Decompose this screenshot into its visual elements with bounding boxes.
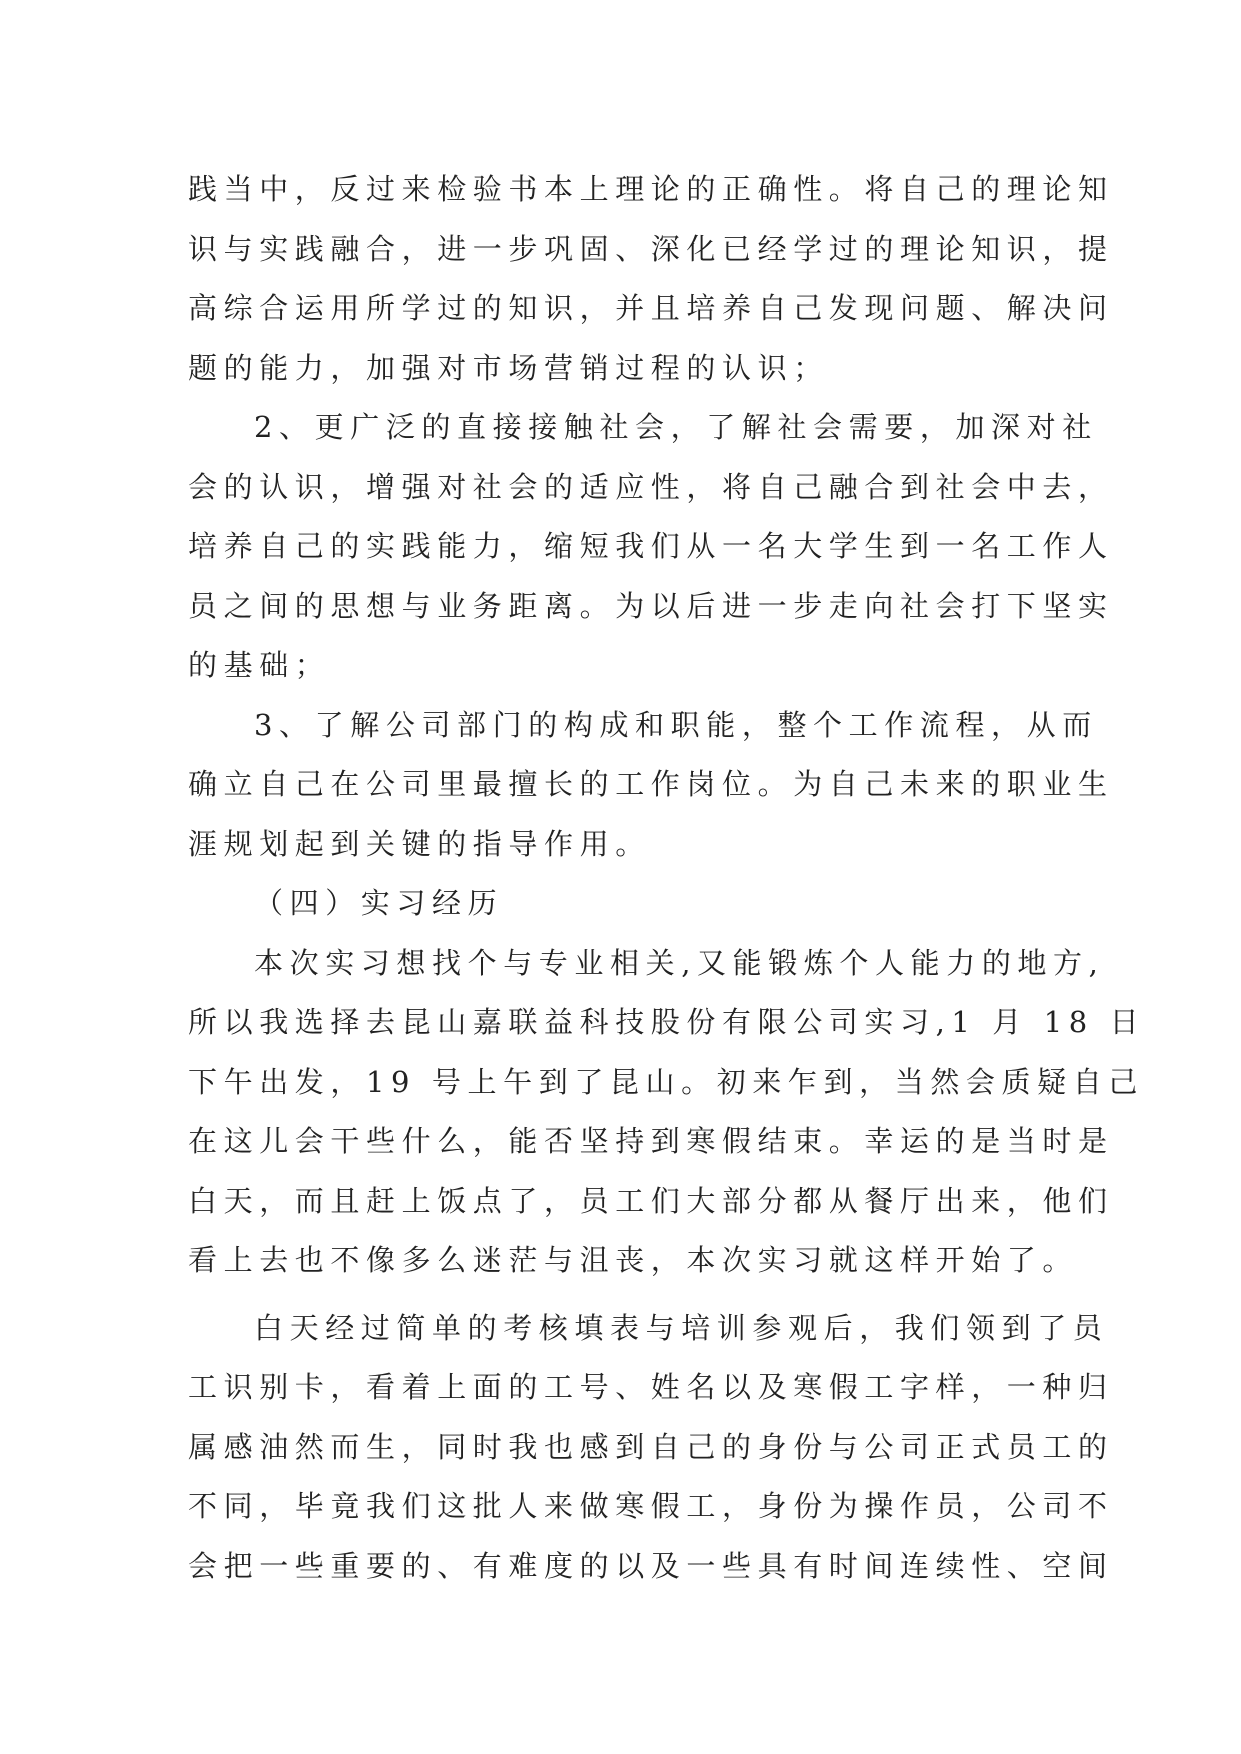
text-line: 员之间的思想与业务距离。为以后进一步走向社会打下坚实 (188, 588, 1114, 623)
text-line: 工识别卡，看着上面的工号、姓名以及寒假工字样，一种归 (188, 1370, 1114, 1404)
text-line: 下午出发，19 号上午到了昆山。初来乍到，当然会质疑自己 (188, 1064, 1144, 1099)
text-line: 所以我选择去昆山嘉联益科技股份有限公司实习,1 月 18 日 (188, 1005, 1146, 1039)
text-line: 题的能力，加强对市场营销过程的认识； (188, 350, 829, 385)
text-line: 3、了解公司部门的构成和职能，整个工作流程，从而 (254, 707, 1098, 742)
text-line: 在这儿会干些什么，能否坚持到寒假结束。幸运的是当时是 (188, 1124, 1114, 1158)
text-line: 白天，而且赶上饭点了，员工们大部分都从餐厅出来，他们 (188, 1183, 1114, 1218)
text-line: 确立自己在公司里最擅长的工作岗位。为自己未来的职业生 (188, 767, 1114, 801)
text-line: 白天经过简单的考核填表与培训参观后，我们领到了员 (254, 1310, 1109, 1345)
text-line: 会把一些重要的、有难度的以及一些具有时间连续性、空间 (188, 1548, 1114, 1583)
text-line: 的基础； (188, 648, 331, 682)
text-line: 属感油然而生，同时我也感到自己的身份与公司正式员工的 (188, 1429, 1114, 1464)
text-line: 涯规划起到关键的指导作用。 (188, 826, 651, 861)
text-line: 践当中，反过来检验书本上理论的正确性。将自己的理论知 (188, 172, 1114, 206)
section-heading: （四）实习经历 (254, 886, 504, 920)
text-line: 高综合运用所学过的知识，并且培养自己发现问题、解决问 (188, 291, 1114, 325)
text-line: 2、更广泛的直接接触社会，了解社会需要，加深对社 (254, 410, 1098, 444)
text-line: 培养自己的实践能力，缩短我们从一名大学生到一名工作人 (188, 529, 1114, 563)
text-line: 不同，毕竟我们这批人来做寒假工，身份为操作员，公司不 (188, 1489, 1114, 1523)
text-line: 识与实践融合，进一步巩固、深化已经学过的理论知识，提 (188, 231, 1114, 266)
text-line: 本次实习想找个与专业相关,又能锻炼个人能力的地方, (254, 945, 1105, 980)
text-line: 看上去也不像多么迷茫与沮丧，本次实习就这样开始了。 (188, 1243, 1079, 1277)
text-line: 会的认识，增强对社会的适应性，将自己融合到社会中去， (188, 469, 1114, 504)
